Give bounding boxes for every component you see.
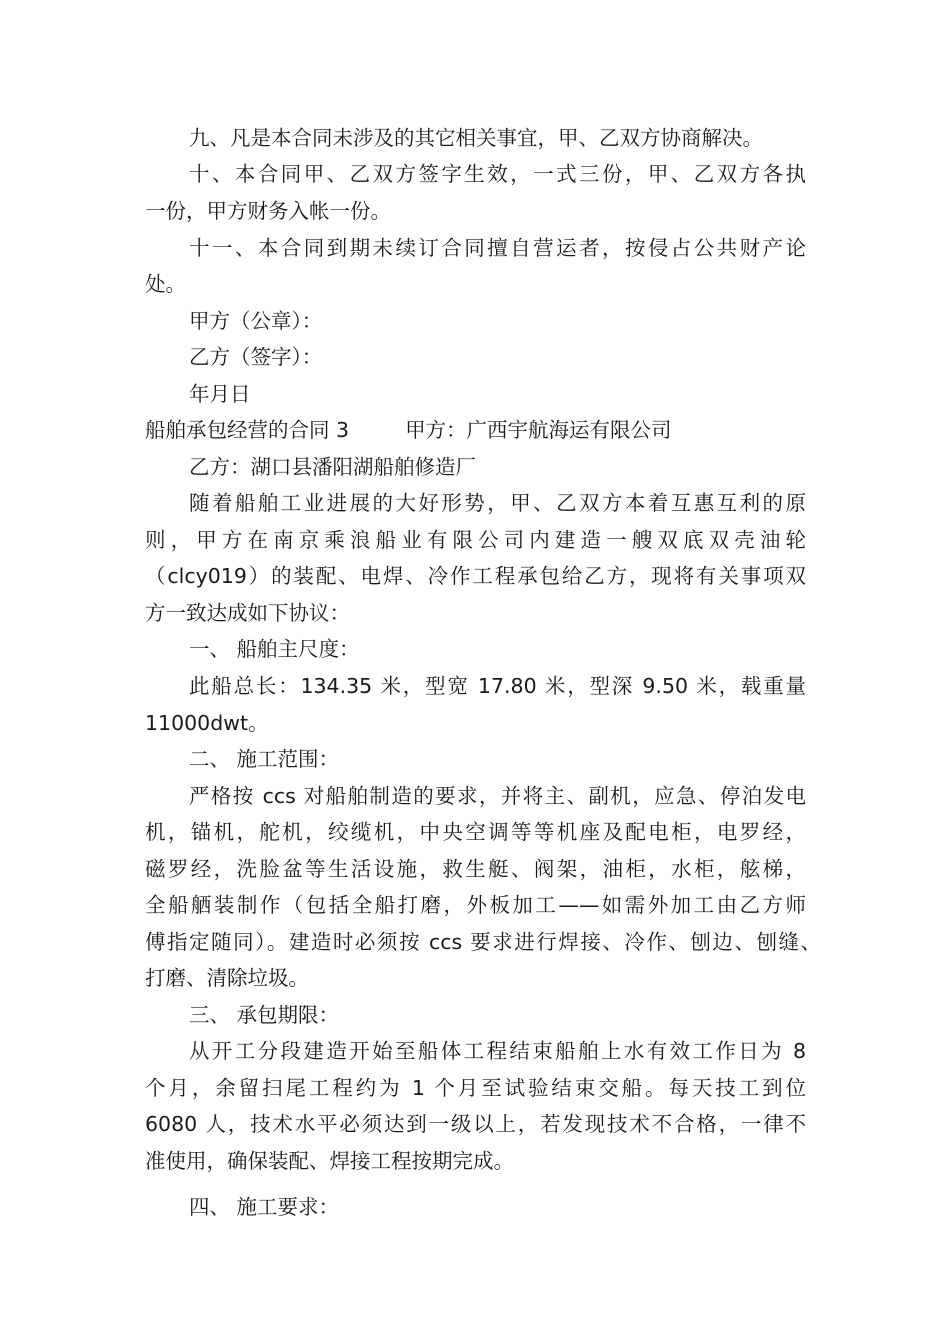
paragraph-line: 从开工分段建造开始至船体工程结束船舶上水有效工作日为 8 — [189, 1039, 806, 1063]
section-heading: 一、 船舶主尺度： — [189, 637, 360, 661]
paragraph-line: 十一、本合同到期未续订合同擅自营运者，按侵占公共财产论 — [189, 236, 806, 260]
date-line: 年月日 — [189, 382, 251, 406]
paragraph-line: 机，锚机，舵机，绞缆机，中央空调等等机座及配电柜，电罗经， — [145, 820, 806, 844]
party-a-name: 甲方：广西宇航海运有限公司 — [405, 418, 672, 442]
party-b-name: 乙方：湖口县潘阳湖船舶修造厂 — [189, 455, 476, 479]
paragraph-line: 则，甲方在南京乘浪船业有限公司内建造一艘双底双壳油轮 — [145, 528, 806, 552]
paragraph-line: 严格按 ccs 对船舶制造的要求，并将主、副机，应急、停泊发电 — [189, 784, 806, 808]
paragraph-line: 一份，甲方财务入帐一份。 — [145, 199, 391, 223]
paragraph-line: 11000dwt。 — [145, 711, 269, 735]
paragraph-line: 此船总长：134.35 米，型宽 17.80 米，型深 9.50 米，载重量 — [189, 674, 806, 698]
paragraph-line: 随着船舶工业进展的大好形势，甲、乙双方本着互惠互利的原 — [189, 491, 806, 515]
paragraph-line: 全船舾装制作（包括全船打磨，外板加工——如需外加工由乙方师 — [145, 893, 806, 917]
paragraph-line: 九、凡是本合同未涉及的其它相关事宜，甲、乙双方协商解决。 — [189, 126, 763, 150]
paragraph-line: 准使用，确保装配、焊接工程按期完成。 — [145, 1149, 514, 1173]
contract-heading-row — [145, 416, 672, 444]
paragraph-line: （clcy019）的装配、电焊、冷作工程承包给乙方，现将有关事项双 — [145, 564, 806, 588]
section-heading: 二、 施工范围： — [189, 747, 340, 771]
party-b-sign-line: 乙方（签字）： — [189, 345, 323, 369]
paragraph-line: 十、本合同甲、乙双方签字生效，一式三份，甲、乙双方各执 — [189, 162, 806, 186]
paragraph-line: 个月，余留扫尾工程约为 1 个月至试验结束交船。每天技工到位 — [145, 1076, 806, 1100]
contract-title: 船舶承包经营的合同 3 — [145, 418, 350, 442]
paragraph-line: 处。 — [145, 272, 186, 296]
paragraph-line: 方一致达成如下协议： — [145, 601, 350, 625]
paragraph-line: 磁罗经，洗脸盆等生活设施，救生艇、阀架，油柜，水柜，舷梯， — [145, 857, 806, 881]
section-heading: 三、 承包期限： — [189, 1003, 340, 1027]
paragraph-line: 6080 人，技术水平必须达到一级以上，若发现技术不合格，一律不 — [145, 1112, 806, 1136]
paragraph-line: 傅指定随同）。建造时必须按 ccs 要求进行焊接、冷作、刨边、刨缝、 — [145, 930, 821, 954]
section-heading: 四、 施工要求： — [189, 1195, 340, 1219]
party-a-seal-line: 甲方（公章）： — [189, 309, 323, 333]
paragraph-line: 打磨、清除垃圾。 — [145, 966, 309, 990]
